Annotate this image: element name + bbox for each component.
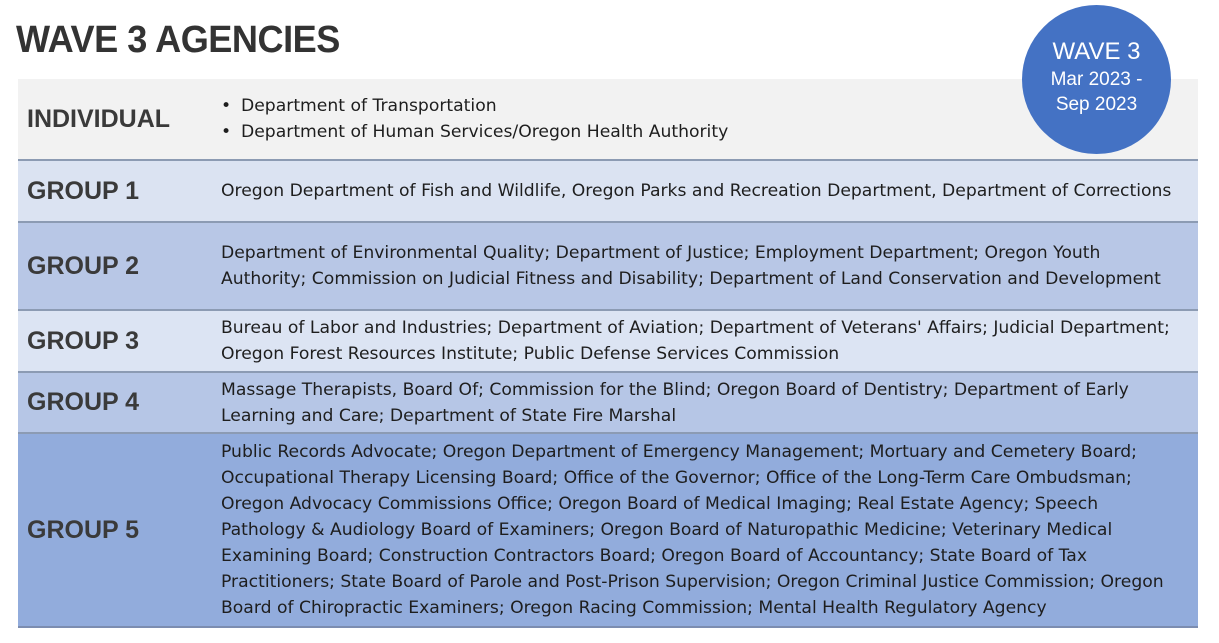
table-row-group-5 [18,434,1198,628]
badge-date-start: Mar 2023 - [1050,68,1143,90]
row-label: GROUP 4 [27,388,140,416]
badge-date-end: Sep 2023 [1055,93,1138,115]
row-content: Oregon Department of Fish and Wildlife, Oregon Parks and Recreation Department, Department of Corrections [221,181,1172,201]
row-content: Department of Environmental Quality; Department of Justice; Employment Department; Oregon Youth Authority; Commission on Judicial Fitness and Disability; Department of Land Conservation and Development [221,243,1161,289]
table-row-individual [18,79,1198,161]
row-label: GROUP 1 [27,176,140,205]
bullet-icon: • [221,96,232,116]
row-label: GROUP 3 [27,326,140,355]
table-row-group-3 [18,311,1198,373]
row-label: GROUP 2 [27,251,140,280]
table-row-group-4 [18,373,1198,434]
list-item-text: Department of Human Services/Oregon Health Authority [241,122,729,142]
row-content: Bureau of Labor and Industries; Department of Aviation; Department of Veterans' Affairs; Judicial Department; Oregon Forest Resources Institute; Public Defense Services Commission [221,318,1170,364]
table-row-group-2 [18,223,1198,311]
list-item-text: Department of Transportation [241,96,497,116]
row-label: INDIVIDUAL [27,104,171,133]
row-label: GROUP 5 [27,515,140,544]
bullet-icon: • [221,122,232,142]
agency-table [18,79,1198,628]
wave-badge [1022,5,1171,154]
badge-wave-label: WAVE 3 [1052,37,1141,65]
table-row-group-1 [18,161,1198,223]
row-content: Public Records Advocate; Oregon Department of Emergency Management; Mortuary and Cemetery Board; Occupational Therapy Licensing Board; Office of the Governor; Office of the Long-Term Care Ombudsman; Oregon Advocacy Commissions Office; Oregon Board of Medical Imaging; Real Estate Agency; Speech Pathology & Audiology Board of Examiners; Oregon Board of Naturopathic Medicine; Veterinary Medical Examining Board; Construction Contractors Board; Oregon Board of Accountancy; State Board of Tax Practitioners; State Board of Parole and Post-Prison Supervision; Oregon Criminal Justice Commission; Oregon Board of Chiropractic Examiners; Oregon Racing Commission; Mental Health Regulatory Agency [221,442,1164,618]
page-title: WAVE 3 AGENCIES [16,19,340,61]
row-content: Massage Therapists, Board Of; Commission for the Blind; Oregon Board of Dentistry; Department of Early Learning and Care; Department of State Fire Marshal [221,379,1129,426]
